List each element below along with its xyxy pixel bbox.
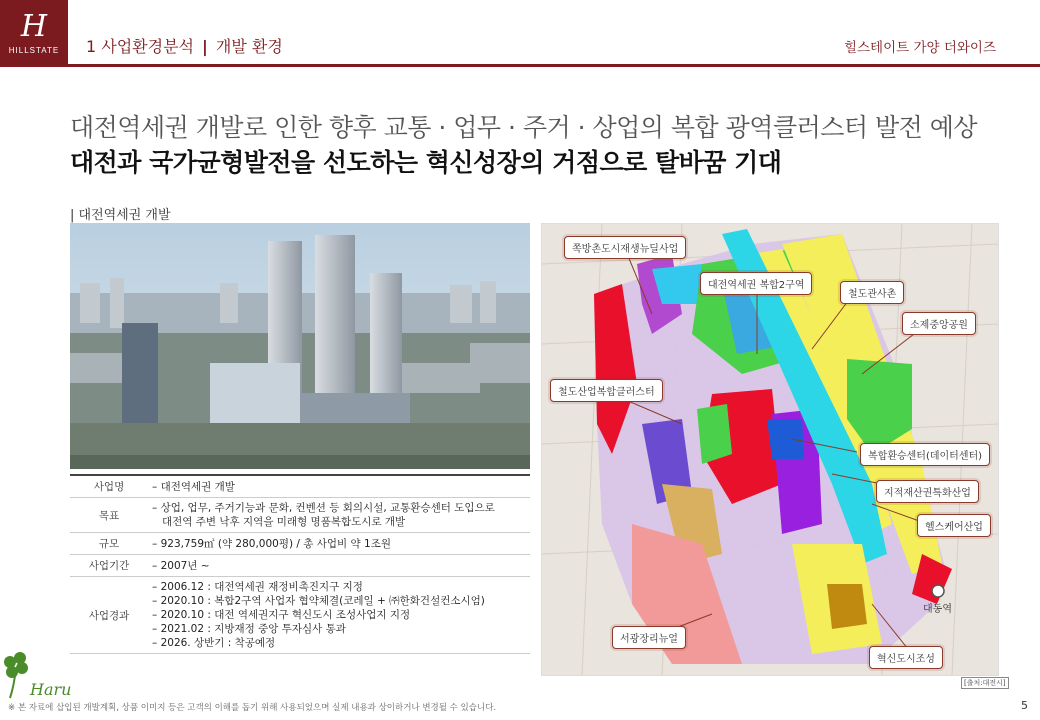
row-key: 사업명	[70, 475, 148, 498]
value-line: 대전역 주변 낙후 지역을 미래형 명품복합도시로 개발	[152, 516, 406, 528]
value-line: – 2020.10 : 복합2구역 사업자 협약체결(코레일 + ㈜한화건설컨소시엄)	[152, 595, 485, 607]
map-callout: 철도산업복합클러스터	[550, 379, 663, 402]
development-zone-map	[541, 223, 999, 676]
project-info-table	[70, 474, 530, 654]
section-label: | 대전역세권 개발	[70, 208, 171, 223]
map-callout: 지적재산권특화산업	[876, 480, 979, 503]
row-key: 규모	[70, 533, 148, 555]
map-callout: 서광장리뉴얼	[612, 626, 686, 649]
map-callout: 철도관사촌	[840, 281, 904, 304]
headline-line1: 대전역세권 개발로 인한 향후 교통 · 업무 · 주거 · 상업의 복합 광역클러스터 발전 예상	[70, 113, 978, 142]
map-callout: 쪽방촌도시재생뉴딜사업	[564, 236, 686, 259]
map-callout: 대전역세권 복합2구역	[700, 272, 812, 295]
value-line: – 2020.10 : 대전 역세권지구 혁신도시 조성사업지 지정	[152, 609, 411, 621]
station-label: 대동역	[923, 604, 952, 615]
haru-watermark	[0, 652, 90, 700]
logo-brand-text: HILLSTATE	[8, 45, 60, 55]
row-key: 목표	[70, 498, 148, 533]
breadcrumb-separator: |	[202, 37, 208, 56]
table-row	[70, 533, 530, 555]
row-value	[148, 577, 530, 654]
project-name: 힐스테이트 가양 더와이즈	[843, 40, 996, 56]
value-line: – 2006.12 : 대전역세권 재정비촉진지구 지정	[152, 581, 363, 593]
row-value	[148, 533, 530, 555]
header-divider	[0, 64, 1040, 67]
map-callout: 헬스케어산업	[917, 514, 991, 537]
hillstate-logo	[0, 0, 68, 66]
value-line: – 2021.02 : 지방재정 중앙 투자심사 통과	[152, 623, 346, 635]
table-row	[70, 555, 530, 577]
value-line: – 상업, 업무, 주거기능과 문화, 컨벤션 등 회의시설, 교통환승센터 도입으로	[152, 502, 495, 514]
row-key: 사업경과	[70, 577, 148, 654]
map-callout: 소제중앙공원	[902, 312, 976, 335]
map-callout: 혁신도시조성	[869, 646, 943, 669]
row-value	[148, 475, 530, 498]
header	[0, 0, 1040, 66]
value-line: – 923,759㎡ (약 280,000평) / 총 사업비 약 1조원	[152, 537, 391, 550]
breadcrumb-section: 1 사업환경분석	[86, 37, 195, 56]
table-row	[70, 475, 530, 498]
value-line: – 2026. 상반기 : 착공예정	[152, 637, 276, 649]
development-rendering-image	[70, 223, 530, 469]
map-source: [출처:대전시]	[961, 677, 1009, 689]
row-value	[148, 555, 530, 577]
disclaimer-footnote: ※ 본 자료에 삽입된 개발계획, 상품 이미지 등은 고객의 이해를 돕기 위해 사용되었으며 실제 내용과 상이하거나 변경될 수 있습니다.	[8, 703, 497, 713]
page-number: 5	[1021, 699, 1028, 712]
breadcrumb	[86, 34, 283, 57]
logo-mark-icon: H	[20, 8, 48, 44]
row-value	[148, 498, 530, 533]
haru-word: Haru	[30, 680, 72, 699]
breadcrumb-page: 개발 환경	[215, 37, 283, 56]
value-line: – 2007년 ~	[152, 559, 210, 572]
headline-line2: 대전과 국가균형발전을 선도하는 혁신성장의 거점으로 탈바꿈 기대	[70, 148, 782, 177]
value-line: – 대전역세권 개발	[152, 480, 235, 493]
table-row	[70, 498, 530, 533]
table-row	[70, 577, 530, 654]
row-key: 사업기간	[70, 555, 148, 577]
map-callout: 복합환승센터(데이터센터)	[860, 443, 990, 466]
